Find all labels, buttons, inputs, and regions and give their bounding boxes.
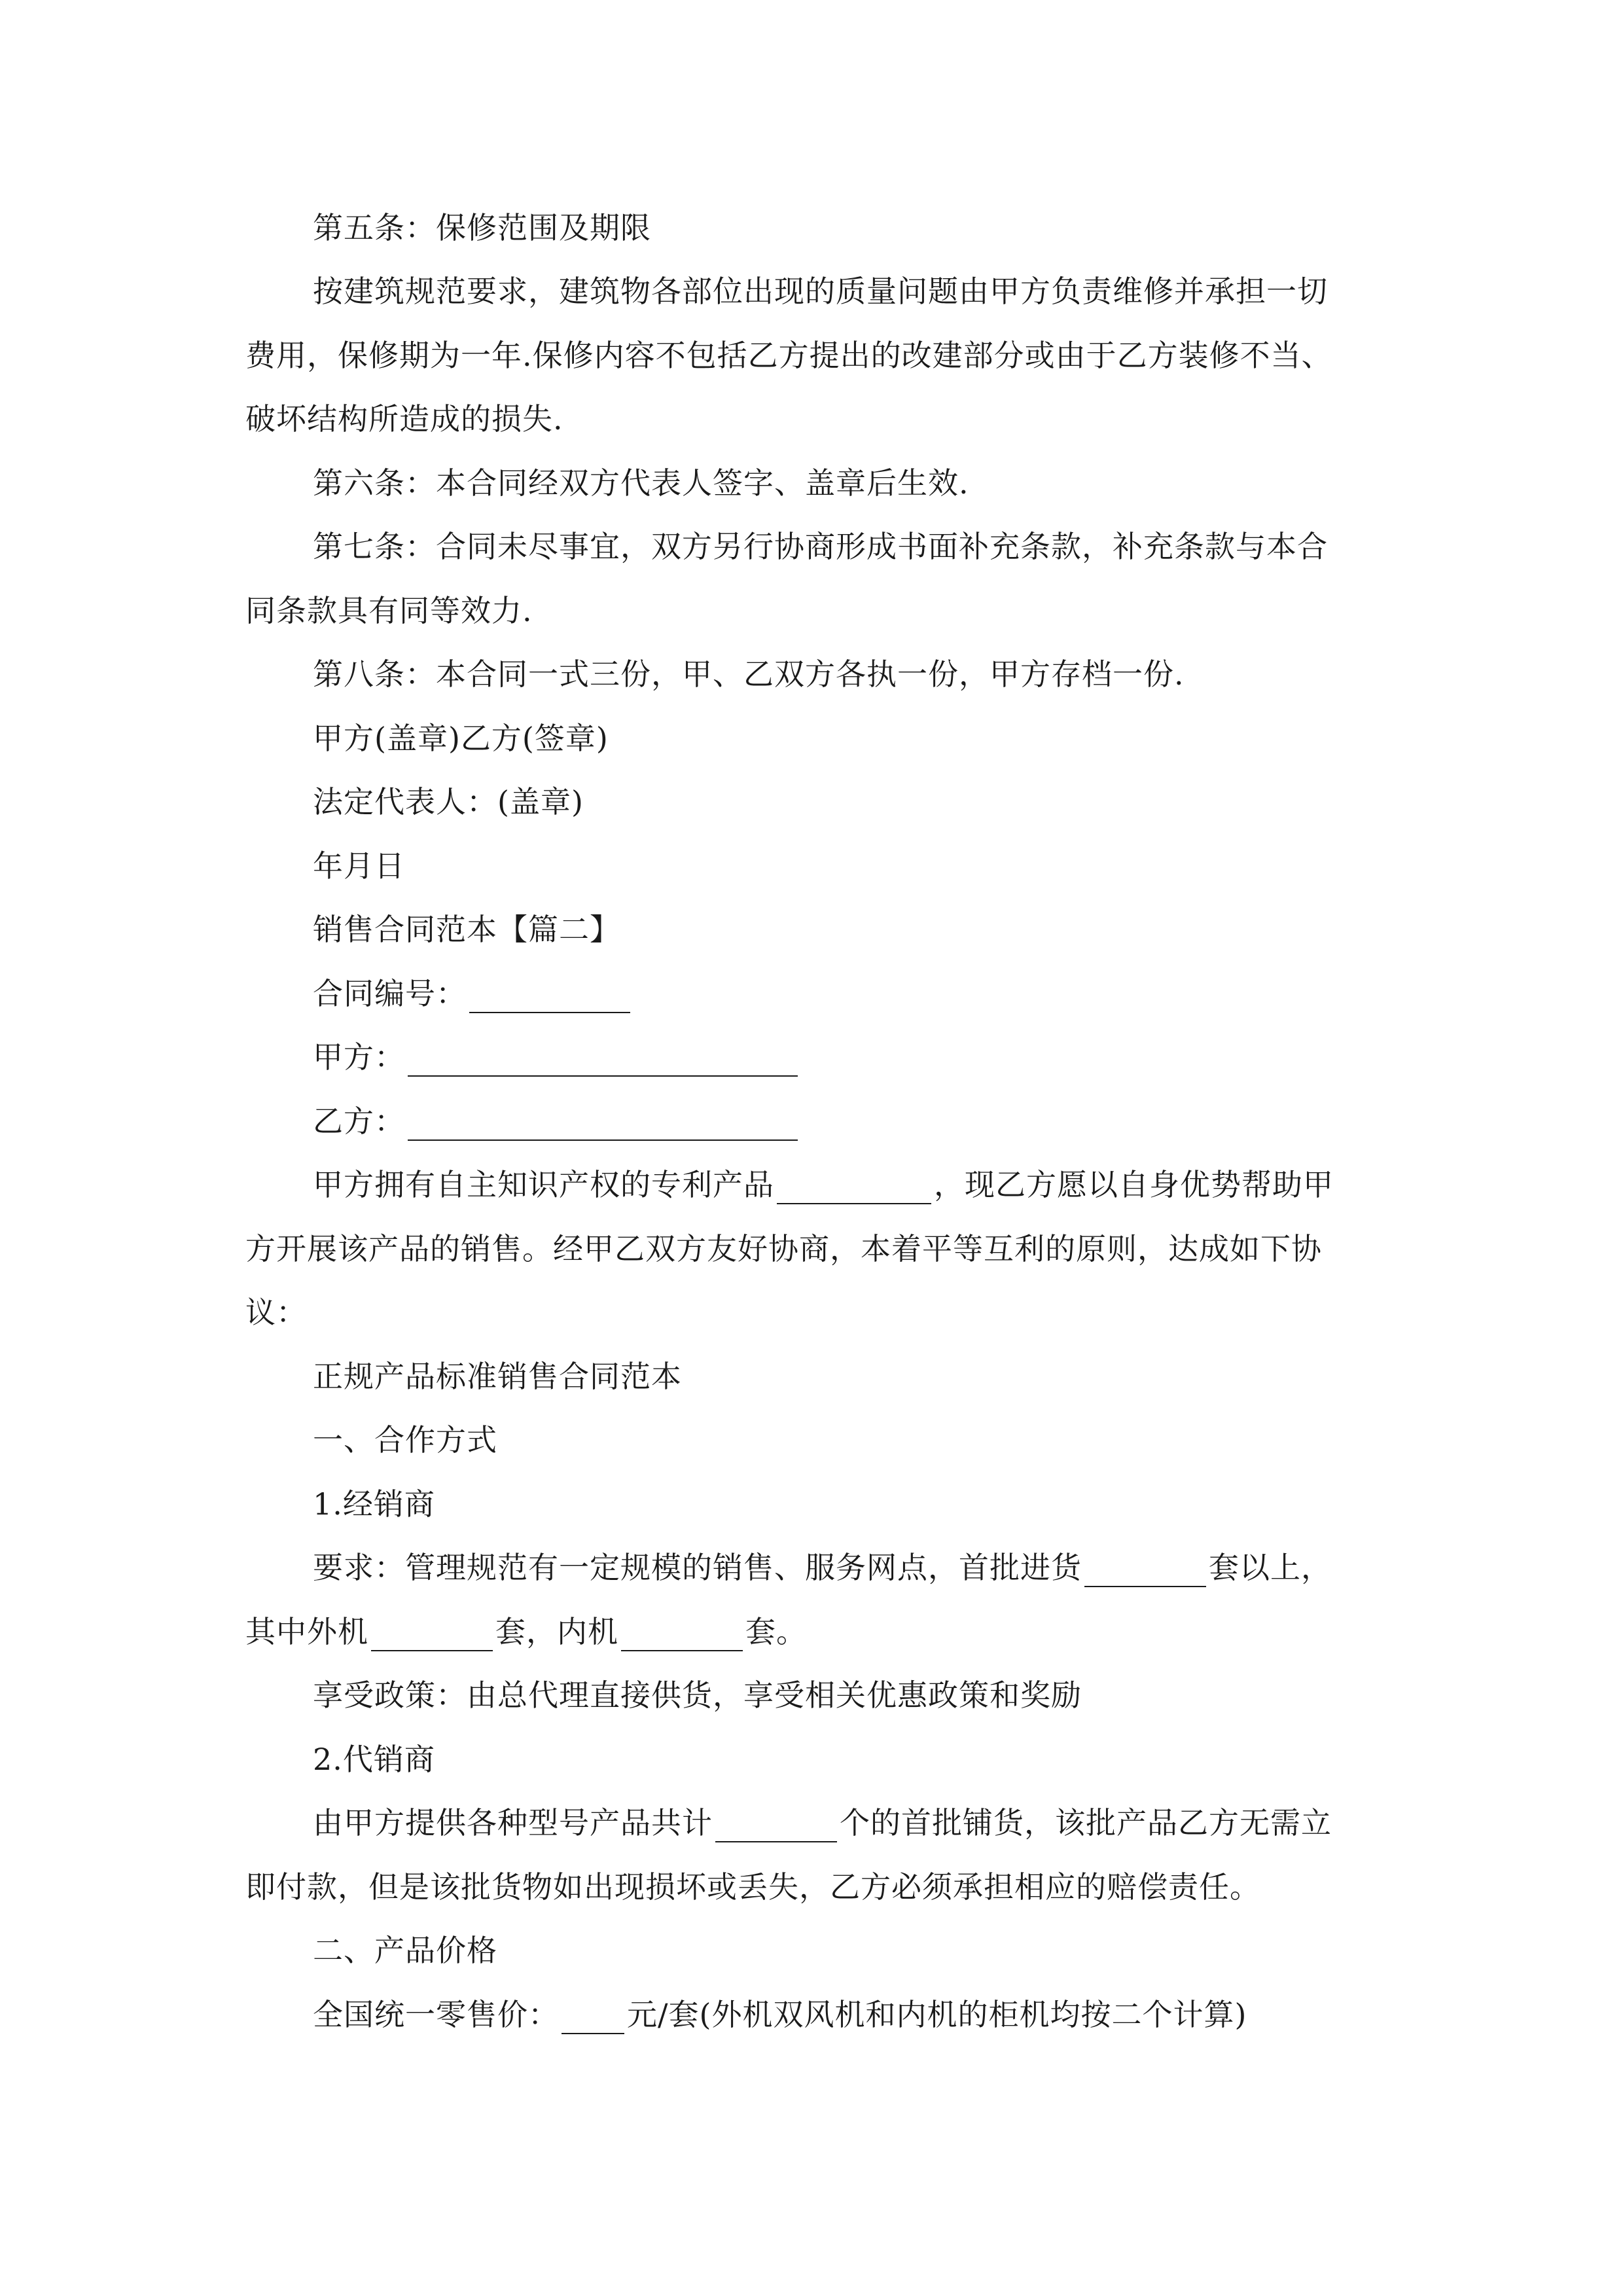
agent-paragraph-line xyxy=(0,1867,1623,1907)
paragraph-text: 破坏结构所造成的损失. xyxy=(245,401,563,437)
intro-paragraph-line xyxy=(0,1293,1623,1332)
legal-representative xyxy=(0,782,1623,821)
fill-in-blank xyxy=(777,1174,931,1204)
paragraph-text: 甲方拥有自主知识产权的专利产品 xyxy=(313,1167,774,1202)
paragraph-text: 议： xyxy=(245,1295,307,1330)
intro-paragraph-line xyxy=(0,1165,1623,1204)
paragraph-text: 即付款，但是该批货物如出现损坏或丢失，乙方必须承担相应的赔偿责任。 xyxy=(245,1869,1260,1905)
section-2-heading xyxy=(0,1931,1623,1970)
dealer-policy xyxy=(0,1676,1623,1715)
paragraph-text: 套。 xyxy=(745,1614,807,1649)
section-heading-text: 销售合同范本【篇二】 xyxy=(313,912,620,947)
section-1-2-heading xyxy=(0,1740,1623,1779)
article-5-paragraph-line xyxy=(0,272,1623,311)
paragraph-text: 法定代表人：(盖章) xyxy=(313,784,584,819)
paragraph-text: ，现乙方愿以自身优势帮助甲 xyxy=(934,1167,1334,1202)
retail-price-line xyxy=(0,1995,1623,2034)
paragraph-text: 第八条：本合同一式三份，甲、乙双方各执一份，甲方存档一份. xyxy=(313,656,1185,692)
article-5-paragraph-line xyxy=(0,336,1623,375)
paragraph-text: 由甲方提供各种型号产品共计 xyxy=(313,1805,713,1840)
field-label: 甲方： xyxy=(313,1039,405,1075)
paragraph-text: 按建筑规范要求，建筑物各部位出现的质量问题由甲方负责维修并承担一切 xyxy=(313,274,1328,309)
paragraph-text: 元/套(外机双风机和内机的柜机均按二个计算) xyxy=(627,1997,1247,2032)
paragraph-text: 一、合作方式 xyxy=(313,1422,497,1458)
contract-number-field xyxy=(0,974,1623,1013)
article-5-heading xyxy=(0,208,1623,247)
signature-parties xyxy=(0,719,1623,758)
paragraph-text: 个的首批铺货，该批产品乙方无需立 xyxy=(840,1805,1332,1840)
paragraph-text: 套以上， xyxy=(1209,1550,1332,1585)
fill-in-blank xyxy=(408,1111,798,1141)
dealer-requirement-line xyxy=(0,1612,1623,1651)
paragraph-text: 费用，保修期为一年.保修内容不包括乙方提出的改建部分或由于乙方装修不当、 xyxy=(245,338,1332,373)
intro-paragraph-line xyxy=(0,1229,1623,1268)
signature-date xyxy=(0,846,1623,886)
paragraph-text: 全国统一零售价： xyxy=(313,1997,559,2032)
paragraph-text: 同条款具有同等效力. xyxy=(245,593,533,628)
party-b-field xyxy=(0,1102,1623,1141)
field-label: 乙方： xyxy=(313,1103,405,1139)
dealer-requirement-line xyxy=(0,1548,1623,1587)
paragraph-text: 正规产品标准销售合同范本 xyxy=(313,1359,682,1394)
paragraph-text: 甲方(盖章)乙方(签章) xyxy=(313,721,609,756)
paragraph-text: 享受政策：由总代理直接供货，享受相关优惠政策和奖励 xyxy=(313,1677,1082,1713)
section-heading xyxy=(0,910,1623,949)
section-1-1-heading xyxy=(0,1484,1623,1524)
paragraph-text: 其中外机 xyxy=(245,1614,368,1649)
article-5-paragraph-line xyxy=(0,399,1623,439)
article-8 xyxy=(0,655,1623,694)
fill-in-blank xyxy=(469,983,630,1013)
party-a-field xyxy=(0,1037,1623,1077)
article-7-line xyxy=(0,527,1623,566)
article-6 xyxy=(0,463,1623,503)
fill-in-blank xyxy=(562,2004,624,2034)
paragraph-text: 2.代销商 xyxy=(313,1742,435,1777)
agent-paragraph-line xyxy=(0,1803,1623,1842)
paragraph-text: 年月日 xyxy=(313,848,405,884)
paragraph-text: 1.经销商 xyxy=(313,1486,435,1522)
field-label: 合同编号： xyxy=(313,976,467,1011)
fill-in-blank xyxy=(371,1621,493,1651)
paragraph-text: 第七条：合同未尽事宜，双方另行协商形成书面补充条款，补充条款与本合 xyxy=(313,529,1328,564)
document-title xyxy=(0,1357,1623,1396)
section-1-heading xyxy=(0,1420,1623,1460)
paragraph-text: 套，内机 xyxy=(495,1614,618,1649)
fill-in-blank xyxy=(1084,1557,1206,1587)
fill-in-blank xyxy=(621,1621,743,1651)
article-7-line xyxy=(0,591,1623,630)
paragraph-text: 方开展该产品的销售。经甲乙双方友好协商，本着平等互利的原则，达成如下协 xyxy=(245,1231,1322,1266)
paragraph-text: 要求：管理规范有一定规模的销售、服务网点，首批进货 xyxy=(313,1550,1082,1585)
paragraph-text: 第六条：本合同经双方代表人签字、盖章后生效. xyxy=(313,465,969,501)
article-5-heading-text: 第五条：保修范围及期限 xyxy=(313,210,651,245)
fill-in-blank xyxy=(408,1047,798,1077)
fill-in-blank xyxy=(715,1812,837,1842)
paragraph-text: 二、产品价格 xyxy=(313,1933,497,1968)
